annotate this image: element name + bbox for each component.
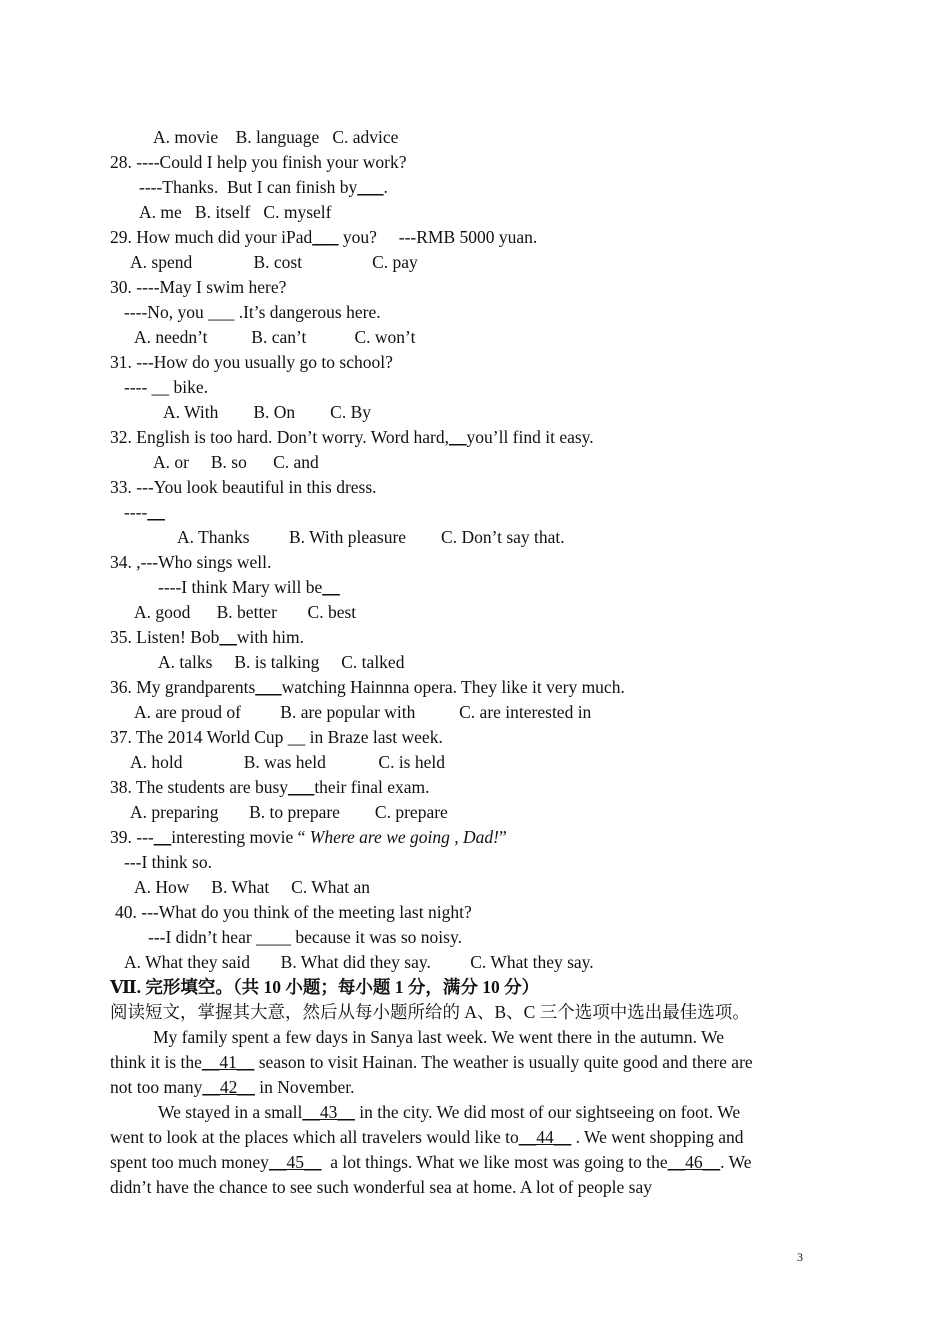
- passage-line: think it is the__41__ season to visit Hainan. The weather is usually quite good and there are: [110, 1052, 753, 1072]
- q36-options: A. are proud of B. are popular with C. are interested in: [134, 702, 592, 722]
- section-instructions: 阅读短文，掌握其大意，然后从每小题所给的 A、B、C 三个选项中选出最佳选项。: [110, 1002, 750, 1022]
- passage-line: didn’t have the chance to see such wonderful sea at home. A lot of people say: [110, 1177, 653, 1197]
- blank-41: __41__: [201, 1052, 255, 1072]
- q30-question: 30. ----May I swim here?: [110, 277, 287, 297]
- blank: ___: [357, 177, 384, 197]
- q32-question: 32. English is too hard. Don’t worry. Word hard,__you’ll find it easy.: [110, 427, 594, 447]
- passage-line: went to look at the places which all travelers would like to__44__ . We went shopping and: [110, 1127, 744, 1147]
- q31-question: 31. ---How do you usually go to school?: [110, 352, 393, 372]
- q39-question: 39. ---__interesting movie “ Where are we going , Dad!”: [110, 827, 507, 847]
- page-number: 3: [797, 1250, 803, 1264]
- q38-options: A. preparing B. to prepare C. prepare: [130, 802, 448, 822]
- passage-line: My family spent a few days in Sanya last week. We went there in the autumn. We: [153, 1027, 724, 1047]
- q28-options: A. me B. itself C. myself: [139, 202, 332, 222]
- q32-options: A. or B. so C. and: [153, 452, 319, 472]
- q40-options: A. What they said B. What did they say. C. What they say.: [124, 952, 594, 972]
- q37-question: 37. The 2014 World Cup __ in Braze last week.: [110, 727, 443, 747]
- blank-46: __46__: [667, 1152, 721, 1172]
- blank: ___: [288, 777, 315, 797]
- q34-options: A. good B. better C. best: [134, 602, 357, 622]
- q29-options: A. spend B. cost C. pay: [130, 252, 418, 272]
- q38-question: 38. The students are busy___their final exam.: [110, 777, 430, 797]
- blank: __: [449, 427, 467, 447]
- q40-question: 40. ---What do you think of the meeting last night?: [115, 902, 472, 922]
- blank-42: __42__: [202, 1077, 255, 1097]
- blank: __: [219, 627, 237, 647]
- q39-answer: ---I think so.: [124, 852, 212, 872]
- q33-answer: ----__: [124, 502, 165, 522]
- blank-43: __43__: [302, 1102, 355, 1122]
- q31-options: A. With B. On C. By: [163, 402, 372, 422]
- q33-question: 33. ---You look beautiful in this dress.: [110, 477, 377, 497]
- q35-question: 35. Listen! Bob__with him.: [110, 627, 304, 647]
- passage-line: We stayed in a small__43__ in the city. We did most of our sightseeing on foot. We: [158, 1102, 741, 1122]
- q28-answer: ----Thanks. But I can finish by___.: [139, 177, 388, 197]
- blank-45: __45__: [268, 1152, 322, 1172]
- q36-question: 36. My grandparents___watching Hainnna opera. They like it very much.: [110, 677, 625, 697]
- blank-44: __44__: [518, 1127, 572, 1147]
- passage-line: spent too much money__45__ a lot things. What we like most was going to the__46__. We: [110, 1152, 752, 1172]
- q28-question: 28. ----Could I help you finish your work?: [110, 152, 407, 172]
- q30-answer: ----No, you ___ .It’s dangerous here.: [124, 302, 381, 322]
- q34-question: 34. ,---Who sings well.: [110, 552, 272, 572]
- passage-line: not too many__42__ in November.: [110, 1077, 355, 1097]
- q29-question: 29. How much did your iPad___ you? ---RMB 5000 yuan.: [110, 227, 538, 247]
- q40-answer: ---I didn’t hear ____ because it was so noisy.: [148, 927, 462, 947]
- q31-answer: ---- __ bike.: [124, 377, 209, 397]
- blank: __: [322, 577, 340, 597]
- blank: ___: [255, 677, 282, 697]
- q37-options: A. hold B. was held C. is held: [130, 752, 445, 772]
- blank: __: [147, 502, 165, 522]
- q33-options: A. Thanks B. With pleasure C. Don’t say that.: [177, 527, 565, 547]
- blank: __: [153, 827, 172, 847]
- q27-options: A. movie B. language C. advice: [153, 127, 399, 147]
- q34-answer: ----I think Mary will be__: [158, 577, 340, 597]
- q30-options: A. needn’t B. can’t C. won’t: [134, 327, 416, 347]
- section-heading: Ⅶ. 完形填空。（共 10 小题；每小题 1 分，满分 10 分）: [110, 977, 540, 997]
- blank: ___: [312, 227, 339, 247]
- q39-options: A. How B. What C. What an: [134, 877, 371, 897]
- q35-options: A. talks B. is talking C. talked: [158, 652, 405, 672]
